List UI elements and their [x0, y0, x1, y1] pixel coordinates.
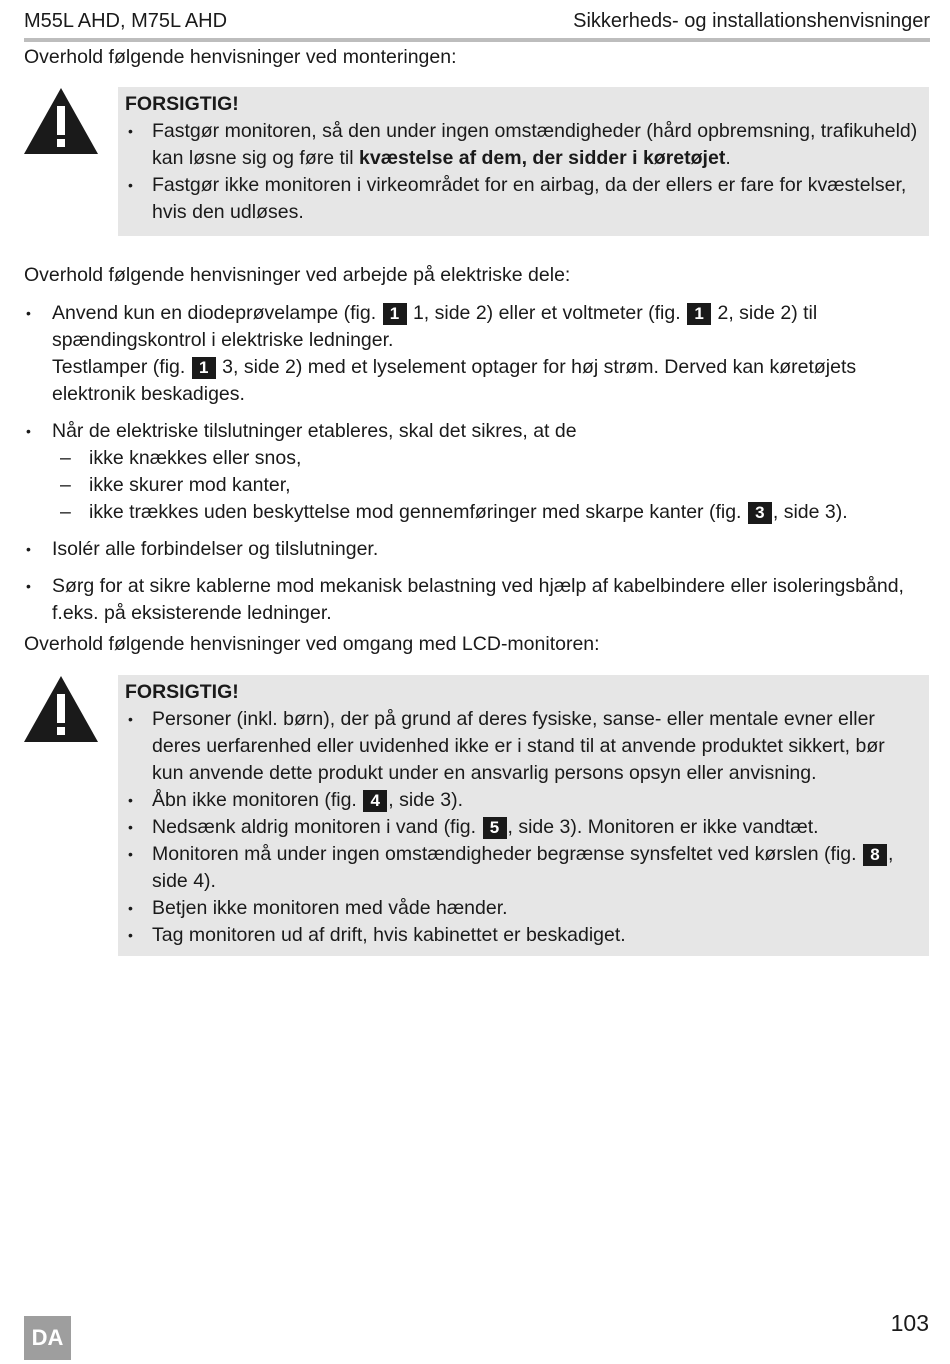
list-item: • Fastgør ikke monitoren i virkeområdet for en airbag, da der ellers er fare for kvæstelser, hvis den udløses.	[125, 172, 921, 226]
figure-ref-badge: 1	[687, 303, 711, 325]
figure-ref-badge: 4	[363, 790, 387, 812]
warning-title: FORSIGTIG!	[125, 681, 239, 703]
list-item: • Anvend kun en diodeprøvelampe (fig. 1 1, side 2) eller et voltmeter (fig. 1 2, side 2) til spændingskontrol i elektriske ledninger. Testlamper (fig. 1 3, side 2) med et lyselement optager for høj strøm. Derved kan køretøjets elektronik beskadiges.	[24, 300, 930, 408]
sub-list-item: – ikke skurer mod kanter,	[52, 472, 930, 499]
list-item: • Isolér alle forbindelser og tilslutninger.	[24, 536, 930, 563]
mounting-intro: Overhold følgende henvisninger ved monteringen:	[24, 46, 457, 68]
sub-list-item: – ikke knækkes eller snos,	[52, 445, 930, 472]
figure-ref-badge: 8	[863, 844, 887, 866]
language-badge: DA	[24, 1316, 71, 1360]
page-number: 103	[890, 1310, 929, 1336]
list-item: • Åbn ikke monitoren (fig. 4 , side 3).	[125, 787, 921, 814]
electrical-list	[24, 300, 930, 637]
warning-triangle-icon	[23, 87, 99, 155]
figure-ref-badge: 5	[483, 817, 507, 839]
warning-list	[125, 118, 921, 226]
figure-ref-badge: 3	[748, 502, 772, 524]
page-header	[24, 6, 930, 42]
sub-list-item: – ikke trækkes uden beskyttelse mod gennemføringer med skarpe kanter (fig. 3 , side 3).	[52, 499, 930, 526]
sub-list	[52, 445, 930, 526]
list-item: • Når de elektriske tilslutninger etableres, skal det sikres, at de – ikke knækkes eller snos, – ikke skurer mod kanter, – ikke trækkes uden beskyttelse mod gennemføringer med skarpe kanter (fig. 3 , side 3).	[24, 418, 930, 526]
figure-ref-badge: 1	[383, 303, 407, 325]
product-title: M55L AHD, M75L AHD	[24, 10, 228, 32]
list-item: • Betjen ikke monitoren med våde hænder.	[125, 895, 921, 922]
figure-ref-badge: 1	[192, 357, 216, 379]
section-title: Sikkerheds- og installationshenvisninger	[573, 10, 930, 32]
warning-triangle-icon	[23, 675, 99, 743]
electrical-intro: Overhold følgende henvisninger ved arbejde på elektriske dele:	[24, 264, 571, 286]
list-item: • Personer (inkl. børn), der på grund af deres fysiske, sanse- eller mentale evner eller deres uerfarenhed eller uvidenhed ikke er i stand til at anvende produktet sikkert, bør kun anvende dette produkt under en ansvarlig persons opsyn eller anvisning.	[125, 706, 921, 787]
warning-title: FORSIGTIG!	[125, 93, 239, 115]
mounting-warning-box	[118, 87, 929, 236]
list-item: • Sørg for at sikre kablerne mod mekanisk belastning ved hjælp af kabelbindere eller isoleringsbånd, f.eks. på eksisterende ledninger.	[24, 573, 930, 627]
list-item: • Tag monitoren ud af drift, hvis kabinettet er beskadiget.	[125, 922, 921, 949]
lcd-warning-box	[118, 675, 929, 956]
lcd-intro: Overhold følgende henvisninger ved omgang med LCD-monitoren:	[24, 633, 600, 655]
list-item: • Monitoren må under ingen omstændigheder begrænse synsfeltet ved kørslen (fig. 8 , side 4).	[125, 841, 921, 895]
list-item: • Fastgør monitoren, så den under ingen omstændigheder (hård opbremsning, trafikuheld) kan løsne sig og føre til kvæstelse af dem, der sidder i køretøjet.	[125, 118, 921, 172]
warning-list	[125, 706, 921, 949]
list-item: • Nedsænk aldrig monitoren i vand (fig. 5 , side 3). Monitoren er ikke vandtæt.	[125, 814, 921, 841]
